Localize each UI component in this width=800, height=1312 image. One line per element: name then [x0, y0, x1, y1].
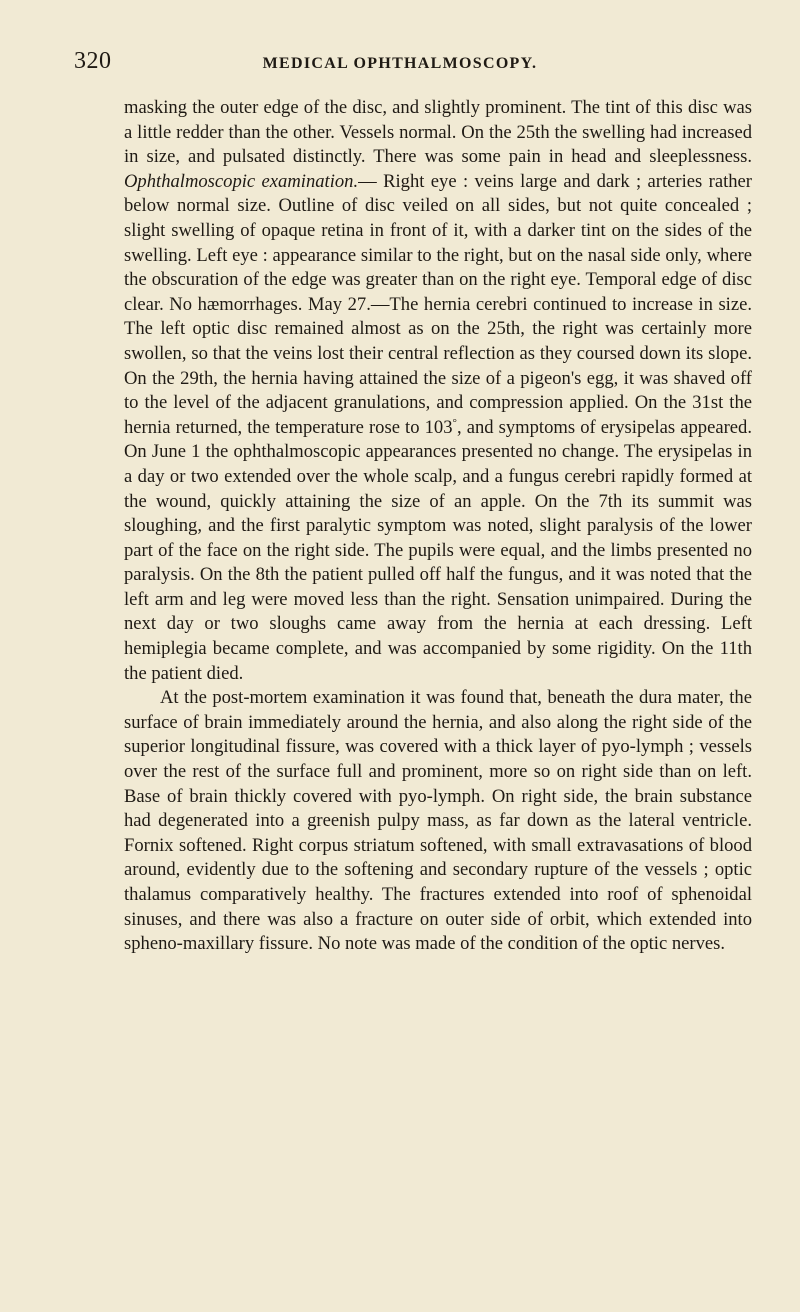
italic-heading: Ophthalmoscopic examination. [124, 170, 359, 192]
paragraph-1 [124, 96, 752, 686]
page-number: 320 [74, 48, 112, 74]
text-segment: At the post-mortem examination it was found that, beneath the dura mater, the surface of brain immediately around the hernia, and also along the right side of the superior longitudinal fissure, was covered with a thick layer of pyo-lymph ; vessels over the rest of the surface full and prominent, more so on right side than on left. Base of brain thickly covered with pyo-lymph. On right side, the brain substance had degenerated into a greenish pulpy mass, as far down as the lateral ventricle. Fornix softened. Right corpus striatum softened, with small extravasations of blood around, evidently due to the softening and secondary rupture of the vessels ; optic thalamus comparatively healthy. The fractures extended into roof of sphenoidal sinuses, and there was also a fracture on outer side of orbit, which extended into spheno-maxillary fissure. No note was made of the condition of the optic nerves. [124, 687, 752, 955]
body-text [124, 96, 752, 957]
running-head: MEDICAL OPHTHALMOSCOPY. [262, 55, 538, 72]
text-segment: — Right eye : veins large and dark ; arteries rather below normal size. Outline of disc veiled on all sides, but not quite concealed ; slight swelling of opaque retina in front of it, with a darker tint on the sides of the swelling. Left eye : appearance similar to the right, but on the nasal side only, where the obscuration of the edge was greater than on the right eye. Temporal edge of disc clear. No hæmorrhages. May 27.—The hernia cerebri continued to increase in size. The left optic disc remained almost as on the 25th, the right was certainly more swollen, so that the veins lost their central reflection as they coursed down its slope. On the 29th, the hernia having attained the size of a pigeon's egg, it was shaved off to the level of the adjacent granulations, and compression applied. On the 31st the hernia returned, the temperature rose to 103 [124, 170, 752, 438]
text-segment: , and symptoms of erysipelas appeared. On June 1 the ophthalmoscopic appearances presented no change. The erysipelas in a day or two extended over the whole scalp, and a fungus cerebri rapidly formed at the wound, quickly attaining the size of an apple. On the 7th its summit was sloughing, and the first paralytic symptom was noted, slight paralysis of the lower part of the face on the right side. The pupils were equal, and the limbs presented no paralysis. On the 8th the patient pulled off half the fungus, and it was noted that the left arm and leg were moved less than the right. Sensation unimpaired. During the next day or two sloughs came away from the hernia at each dressing. Left hemiplegia became complete, and was accompanied by some rigidity. On the 11th the patient died. [124, 416, 752, 684]
text-segment: masking the outer edge of the disc, and slightly prominent. The tint of this disc was a little redder than the other. Vessels normal. On the 25th the swelling had increased in size, and pulsated distinctly. There was some pain in head and sleeplessness. [124, 97, 752, 168]
paragraph-2 [124, 686, 752, 957]
degree-mark: ° [452, 416, 457, 429]
